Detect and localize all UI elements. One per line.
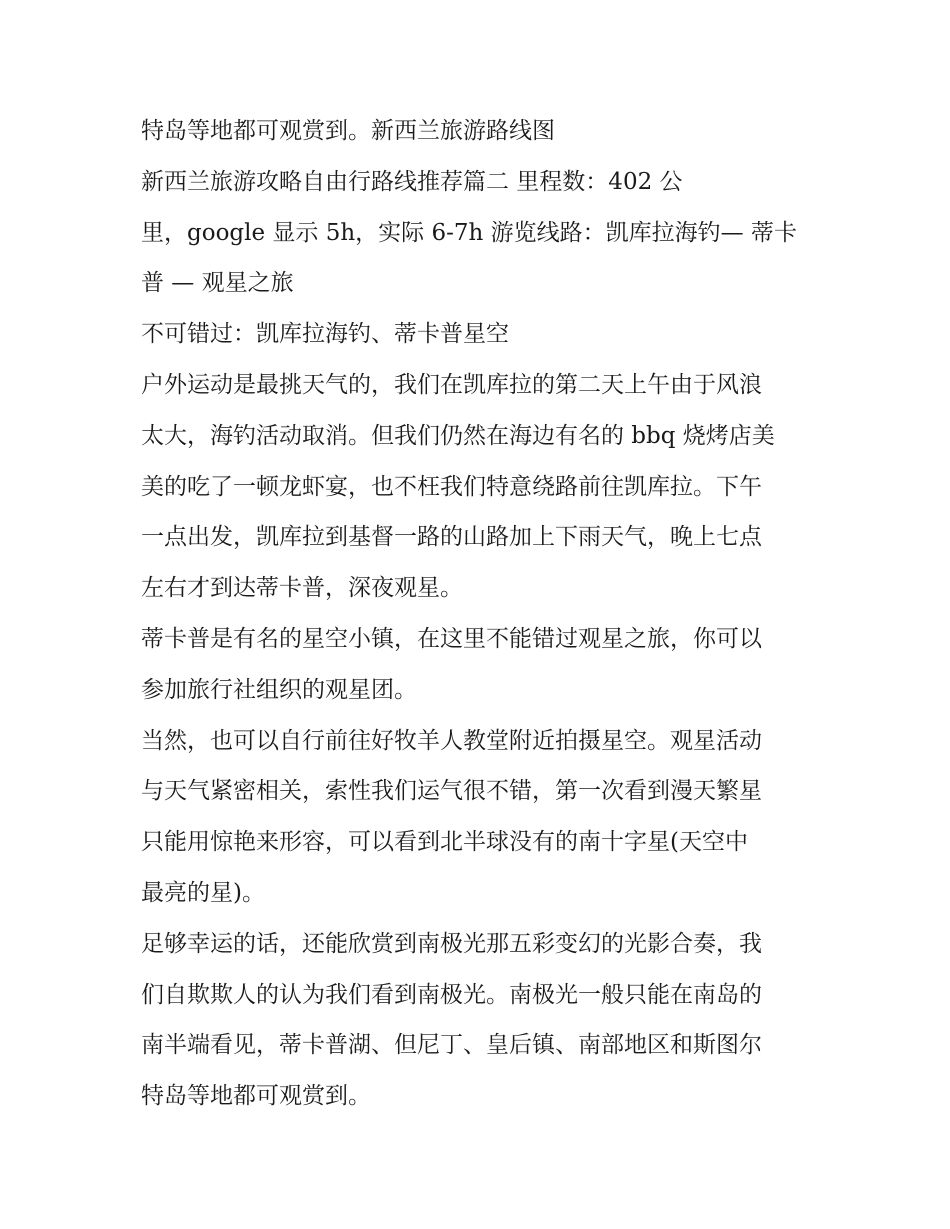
text-line: 户外运动是最挑天气的，我们在凯库拉的第二天上午由于风浪 [141, 371, 762, 398]
text-line: 新西兰旅游攻略自由行路线推荐篇二 里程数：402 公 [141, 168, 683, 195]
text-line: 美的吃了一顿龙虾宴，也不枉我们特意绕路前往凯库拉。下午 [141, 473, 762, 500]
text-line: 最亮的星)。 [141, 879, 265, 906]
text-line: 们自欺欺人的认为我们看到南极光。南极光一般只能在南岛的 [141, 981, 762, 1008]
text-line: 与天气紧密相关，索性我们运气很不错，第一次看到漫天繁星 [141, 778, 762, 805]
text-line: 里，google 显示 5h，实际 6-7h 游览线路：凯库拉海钓— 蒂卡 [141, 219, 797, 246]
text-line: 足够幸运的话，还能欣赏到南极光那五彩变幻的光影合奏，我 [141, 930, 762, 957]
text-line: 南半端看见，蒂卡普湖、但尼丁、皇后镇、南部地区和斯图尔 [141, 1032, 762, 1059]
text-line: 普 — 观星之旅 [141, 270, 294, 297]
text-line: 一点出发，凯库拉到基督一路的山路加上下雨天气，晚上七点 [141, 524, 762, 551]
document-body [141, 106, 813, 1122]
text-line: 当然，也可以自行前往好牧羊人教堂附近拍摄星空。观星活动 [141, 727, 762, 754]
text-line: 蒂卡普是有名的星空小镇，在这里不能错过观星之旅，你可以 [141, 625, 762, 652]
text-line: 参加旅行社组织的观星团。 [141, 676, 417, 703]
text-line: 特岛等地都可观赏到。 [141, 1083, 371, 1110]
text-line: 太大，海钓活动取消。但我们仍然在海边有名的 bbq 烧烤店美 [141, 422, 775, 449]
text-line: 不可错过：凯库拉海钓、蒂卡普星空 [141, 321, 509, 348]
text-line: 左右才到达蒂卡普，深夜观星。 [141, 575, 463, 602]
text-line: 只能用惊艳来形容，可以看到北半球没有的南十字星(天空中 [141, 829, 748, 856]
text-line: 特岛等地都可观赏到。新西兰旅游路线图 [141, 118, 555, 144]
